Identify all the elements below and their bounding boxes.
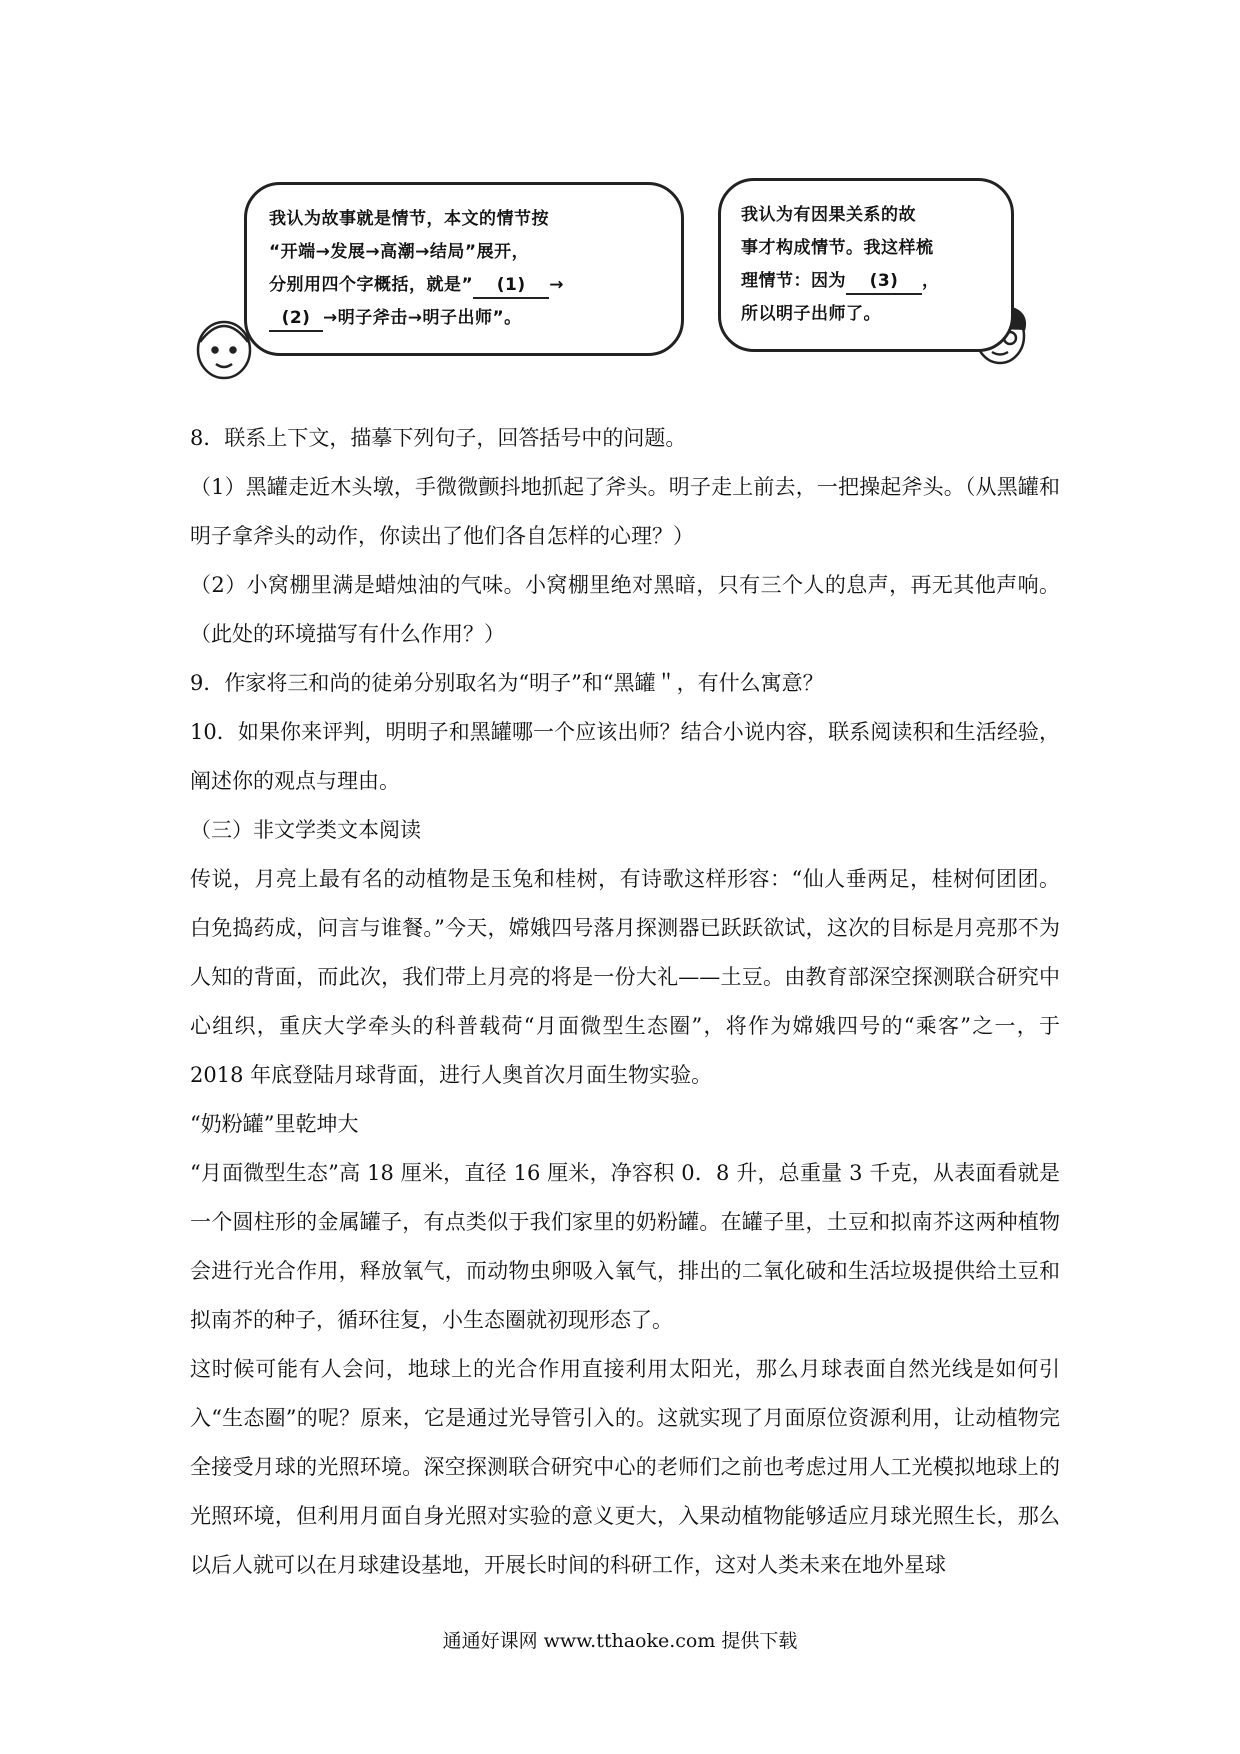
question-9: 9．作家将三和尚的徒弟分别取名为“明子”和“黑罐＂，有什么寓意？ bbox=[190, 671, 824, 695]
left-bubble-text bbox=[269, 203, 659, 335]
right-bubble-line bbox=[741, 265, 991, 298]
left-bubble-line: “开端→发展→高潮→结局”展开， bbox=[269, 242, 530, 262]
right-bubble-text-fragment: 理情节：因为 bbox=[741, 271, 846, 291]
left-bubble-line: 我认为故事就是情节，本文的情节按 bbox=[269, 209, 549, 229]
arrow-text: → bbox=[549, 275, 564, 295]
question-10: 10．如果你来评判，明明子和黑罐哪一个应该出师？结合小说内容，联系阅读积和生活经验，阐述你的观点与理由。 bbox=[190, 720, 1060, 793]
question-8: 8．联系上下文，描摹下列句子，回答括号中的问题。 bbox=[190, 426, 687, 450]
right-bubble-line: 事才构成情节。我这样梳 bbox=[741, 238, 934, 258]
question-8-part-2: （2）小窝棚里满是蜡烛油的气味。小窝棚里绝对黑暗，只有三个人的息声，再无其他声响。（此处的环境描写有什么作用？） bbox=[190, 573, 1060, 646]
answer-blank-3: (3) bbox=[846, 269, 922, 295]
left-speech-bubble bbox=[244, 182, 684, 356]
left-bubble-line bbox=[269, 302, 659, 335]
left-bubble-text-fragment: 分别用四个字概括，就是” bbox=[269, 275, 474, 295]
girl-face-icon bbox=[198, 322, 250, 378]
right-bubble-text bbox=[741, 199, 991, 331]
question-8-part-1: （1）黑罐走近木头墩，手微微颤抖地抓起了斧头。明子走上前去，一把操起斧头。（从黑罐和明子拿斧头的动作，你读出了他们各自怎样的心理？） bbox=[190, 475, 1060, 548]
left-bubble-text-fragment: →明子斧击→明子出师”。 bbox=[323, 308, 522, 328]
right-bubble-line: 我认为有因果关系的故 bbox=[741, 205, 916, 225]
right-speech-bubble bbox=[718, 178, 1014, 352]
left-bubble-line bbox=[269, 269, 659, 302]
right-bubble-text-fragment: ， bbox=[922, 271, 940, 291]
passage-subheading: “奶粉罐”里乾坤大 bbox=[190, 1112, 359, 1136]
passage-paragraph: 传说，月亮上最有名的动植物是玉兔和桂树，有诗歌这样形容：“仙人垂两足，桂树何团团。白免捣药成，问言与谁餐。”今天，嫦娥四号落月探测器已跃跃欲试，这次的目标是月亮那不为人知的背面，而此次，我们带上月亮的将是一份大礼——土豆。由教育部深空探测联合研究中心组织，重庆大学牵头的科普载荷“月面微型生态圈”，将作为嫦娥四号的“乘客”之一，于 2018 年底登陆月球背面，进行人奥首次月面生物实验。 bbox=[190, 867, 1060, 1087]
right-bubble-line: 所以明子出师了。 bbox=[741, 304, 881, 324]
passage-paragraph: “月面微型生态”高 18 厘米，直径 16 厘米，净容积 0．8 升，总重量 3 千克，从表面看就是一个圆柱形的金属罐子，有点类似于我们家里的奶粉罐。在罐子里，土豆和拟南芥这两种植物会进行光合作用，释放氧气，而动物虫卵吸入氧气，排出的二氧化破和生活垃圾提供给土豆和拟南芥的种子，循环往复，小生态圈就初现形态了。 bbox=[190, 1161, 1060, 1332]
page-footer: 通通好课网 www.tthaoke.com 提供下载 bbox=[442, 1630, 798, 1652]
answer-blank-2: (2) bbox=[269, 306, 323, 332]
passage-paragraph: 这时候可能有人会问，地球上的光合作用直接利用太阳光，那么月球表面自然光线是如何引入“生态圈”的呢？原来，它是通过光导管引入的。这就实现了月面原位资源利用，让动植物完全接受月球的光照环境。深空探测联合研究中心的老师们之前也考虑过用人工光模拟地球上的光照环境，但利用月面自身光照对实验的意义更大，入果动植物能够适应月球光照生长，那么以后人就可以在月球建设基地，开展长时间的科研工作，这对人类未来在地外星球 bbox=[190, 1357, 1060, 1577]
speech-bubble-figure bbox=[188, 160, 1068, 400]
answer-blank-1: (1) bbox=[473, 273, 549, 299]
document-body bbox=[190, 414, 1060, 1590]
section-heading: （三）非文学类文本阅读 bbox=[190, 818, 421, 842]
